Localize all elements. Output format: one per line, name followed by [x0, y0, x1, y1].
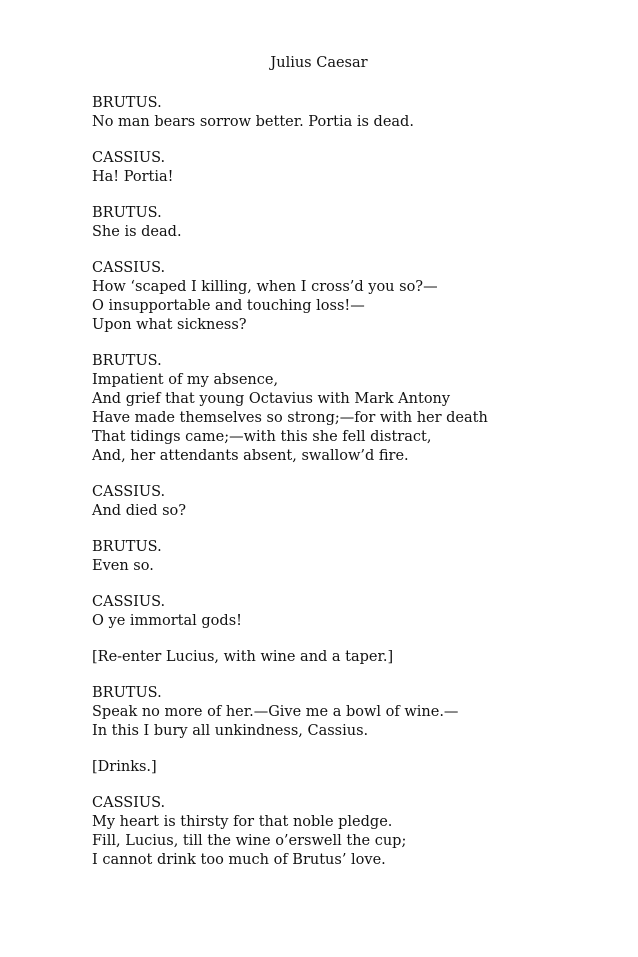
dialogue-line: Fill, Lucius, till the wine o’erswell the cup; — [92, 833, 407, 849]
dialogue-line: Have made themselves so strong;—for with her death — [92, 410, 488, 426]
dialogue-block — [92, 149, 612, 187]
page-header-title: Julius Caesar — [270, 55, 368, 71]
dialogue-line: Speak no more of her.—Give me a bowl of wine.— — [92, 704, 459, 720]
speaker-name: CASSIUS. — [92, 594, 166, 610]
dialogue-line: Upon what sickness? — [92, 317, 247, 333]
dialogue-line: My heart is thirsty for that noble pledge. — [92, 814, 393, 830]
speaker-name: BRUTUS. — [92, 353, 162, 369]
speaker-name: BRUTUS. — [92, 539, 162, 555]
dialogue-line: How ‘scaped I killing, when I cross’d you so?— — [92, 279, 438, 295]
dialogue-block — [92, 483, 612, 521]
dialogue-block — [92, 204, 612, 242]
play-text — [92, 94, 612, 887]
dialogue-line: That tidings came;—with this she fell distract, — [92, 429, 432, 445]
stage-direction: [Drinks.] — [92, 759, 157, 775]
dialogue-block — [92, 94, 612, 132]
dialogue-line: O insupportable and touching loss!— — [92, 298, 365, 314]
dialogue-block — [92, 794, 612, 870]
dialogue-line: And grief that young Octavius with Mark Antony — [92, 391, 451, 407]
dialogue-line: She is dead. — [92, 224, 182, 240]
dialogue-line: Impatient of my absence, — [92, 372, 279, 388]
speaker-name: BRUTUS. — [92, 205, 162, 221]
speaker-name: BRUTUS. — [92, 685, 162, 701]
stage-direction: [Re-enter Lucius, with wine and a taper.] — [92, 649, 394, 665]
dialogue-block — [92, 593, 612, 631]
stage-direction-block — [92, 758, 612, 777]
speaker-name: CASSIUS. — [92, 150, 166, 166]
dialogue-line: O ye immortal gods! — [92, 613, 242, 629]
dialogue-line: Even so. — [92, 558, 154, 574]
dialogue-line: In this I bury all unkindness, Cassius. — [92, 723, 369, 739]
dialogue-block — [92, 538, 612, 576]
speaker-name: BRUTUS. — [92, 95, 162, 111]
dialogue-line: And, her attendants absent, swallow’d fire. — [92, 448, 409, 464]
dialogue-line: And died so? — [92, 503, 187, 519]
dialogue-line: No man bears sorrow better. Portia is dead. — [92, 114, 414, 130]
speaker-name: CASSIUS. — [92, 260, 166, 276]
dialogue-block — [92, 684, 612, 741]
speaker-name: CASSIUS. — [92, 795, 166, 811]
dialogue-block — [92, 259, 612, 335]
stage-direction-block — [92, 648, 612, 667]
dialogue-line: I cannot drink too much of Brutus’ love. — [92, 852, 386, 868]
speaker-name: CASSIUS. — [92, 484, 166, 500]
dialogue-line: Ha! Portia! — [92, 169, 174, 185]
dialogue-block — [92, 352, 612, 466]
